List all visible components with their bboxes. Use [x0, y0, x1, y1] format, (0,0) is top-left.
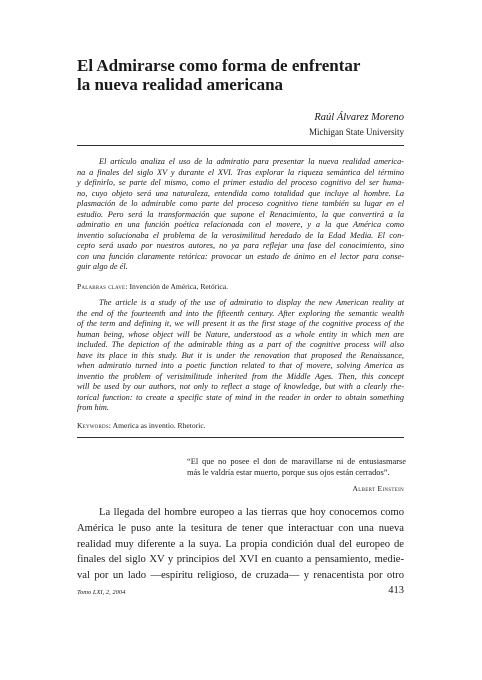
- abstract-line: con una función claramente retórica: provocar un estado de ánimo en el lector para conse-: [77, 251, 404, 261]
- epigraph-line: “El que no posee el don de maravillarse ni de entusiasmarse: [187, 457, 406, 466]
- epigraph-author: Albert Einstein: [352, 484, 404, 493]
- keywords-label: Palabras clave:: [77, 282, 128, 291]
- page-number: 413: [388, 585, 404, 596]
- keywords-english: [77, 421, 404, 431]
- abstract-line: of the term and defining it, we will present it as the first stage of the cognitive process of the: [77, 319, 404, 328]
- author-name: Raúl Álvarez Moreno: [314, 112, 404, 123]
- article-title: [77, 56, 417, 94]
- body-paragraph: [77, 505, 404, 584]
- abstract-line: guir algo de él.: [77, 262, 128, 271]
- keywords-value: Invención de América, Retórica.: [129, 282, 228, 291]
- epigraph-quote: [187, 456, 406, 478]
- abstract-line: have its place in this study. But it is under the renovation that proposed the Renaissance,: [77, 350, 404, 360]
- abstract-line: The article is a study of the use of admiratio to display the new American reality at: [99, 298, 404, 307]
- body-line: finales del siglo XV y principios del XVI en cuanto a pensamiento, medie-: [77, 554, 404, 566]
- abstract-line: plasmación de lo admirable como parte del proceso cognitivo tiene también su lugar en el: [77, 199, 404, 208]
- abstract-line: from him.: [77, 403, 109, 412]
- body-line: realidad muy diferente a la suya. La propia condición dual del europeo de: [77, 538, 404, 550]
- abstract-line: inventio the problem of verisimilitude inherited from the Middle Ages. Then, this concept: [77, 371, 404, 381]
- abstract-line: estudio. Pero será la transformación que supone el Renacimiento, la que convertirá a la: [77, 209, 404, 219]
- abstract-line: will be used by our authors, not only to reflect a stage of knowledge, but with a clearly rhe-: [77, 382, 404, 391]
- abstract-line: na a finales del siglo XV y durante el XVI. Tras explorar la riqueza semántica del término: [77, 167, 404, 177]
- section-divider: [77, 437, 404, 438]
- body-line: val por un lado —espíritu religioso, de cruzada— y renacentista por otro: [77, 570, 404, 582]
- section-divider: [77, 145, 404, 146]
- title-line: la nueva realidad americana: [77, 75, 284, 94]
- abstract-line: human being, whose object will be Nature, understood as a whole entity in which men are: [77, 329, 404, 339]
- abstract-spanish: [77, 157, 404, 273]
- abstract-line: El artículo analiza el uso de la admiratio para presentar la nueva realidad america-: [99, 157, 404, 166]
- title-line: El Admirarse como forma de enfrentar: [77, 56, 361, 75]
- abstract-line: cepto será usado por nuestros autores, no ya para reflejar una fase del conocimiento, sino: [77, 241, 404, 250]
- epigraph-line: más le valdría estar muerto, porque sus ojos están cerrados”.: [187, 468, 390, 477]
- body-line: La llegada del hombre europeo a las tierras que hoy conocemos como: [99, 507, 404, 518]
- journal-volume: Tomo LXI, 2, 2004: [77, 589, 126, 596]
- keywords-spanish: [77, 282, 404, 292]
- abstract-line: the end of the fourteenth and into the fifteenth century. After exploring the semantic wealth: [77, 308, 404, 318]
- abstract-line: no, cuyo objeto será una naturaleza, entendida como totalidad que incluye al hombre. La: [77, 188, 404, 198]
- abstract-line: y definirlo, se parte del mismo, como el primer estadio del proceso cognitivo del ser huma-: [77, 178, 404, 187]
- abstract-line: inventio solucionaba el problema de la verosimilitud heredado de la Edad Media. El con-: [77, 230, 404, 240]
- abstract-english: [77, 298, 404, 414]
- abstract-line: admiratio en una función poética relacionada con el movere, y a la que América como: [77, 220, 404, 229]
- abstract-line: when admiratio turned into a poetic function related to that of movere, solving America as: [77, 361, 404, 370]
- keywords-label: Keywords:: [77, 421, 112, 430]
- body-line: América le puso ante la tesitura de tener que interactuar con una nueva: [77, 522, 404, 534]
- keywords-value: America as inventio. Rhetoric.: [112, 421, 206, 430]
- author-affiliation: Michigan State University: [309, 127, 404, 137]
- abstract-line: included. The depiction of the admirable thing as a part of the cognitive process will also: [77, 340, 404, 349]
- abstract-line: torical function: to create a specific state of mind in the reader in order to obtain something: [77, 392, 404, 402]
